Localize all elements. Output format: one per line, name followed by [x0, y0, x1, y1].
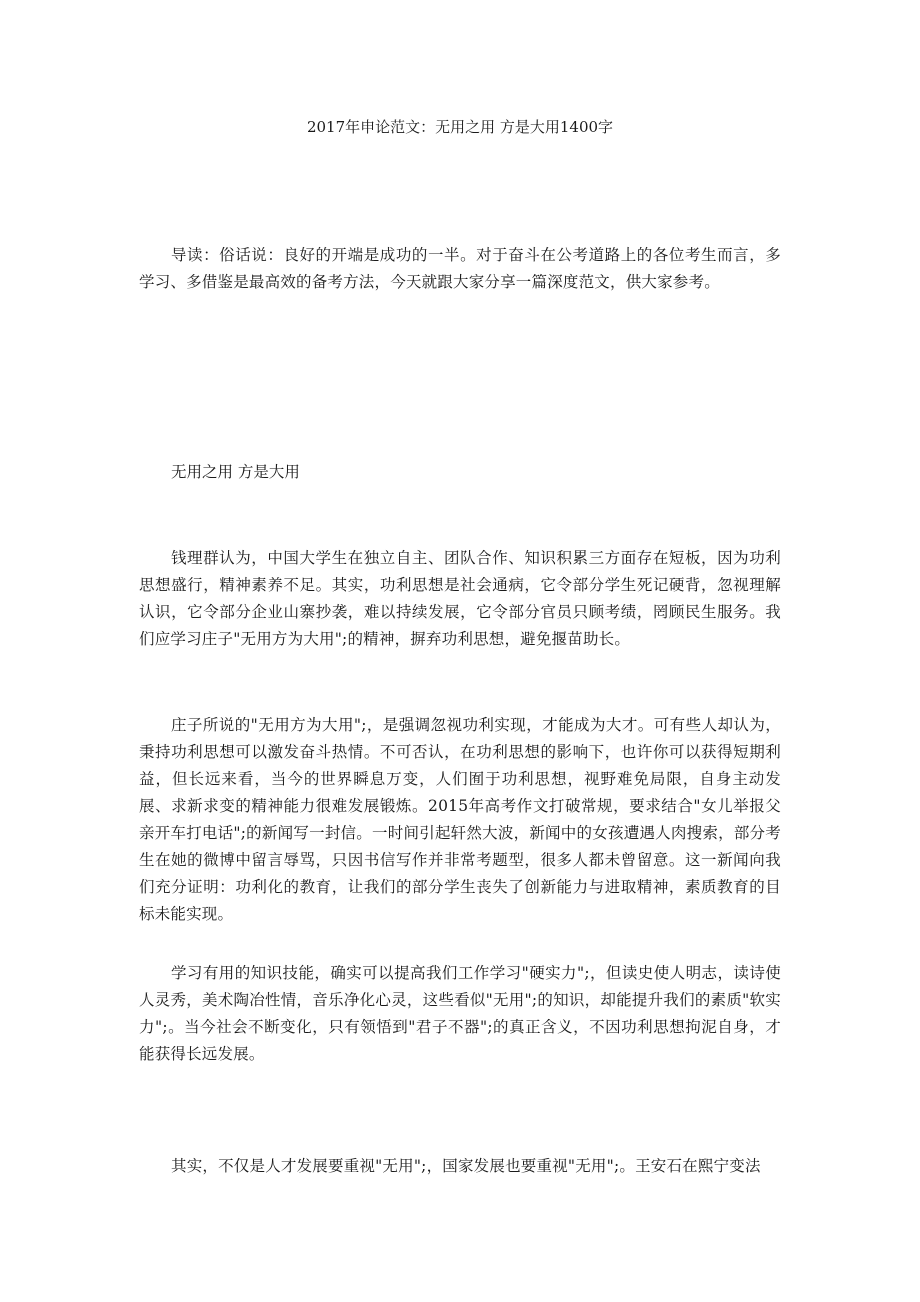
- body-paragraph-4: 其实，不仅是人才发展要重视"无用";，国家发展也要重视"无用";。王安石在熙宁变法: [171, 1157, 761, 1175]
- essay-heading: 无用之用 方是大用: [171, 463, 300, 481]
- body-paragraph-2: 庄子所说的"无用方为大用";，是强调忽视功利实现，才能成为大才。可有些人却认为，秉持功利思想可以激发奋斗热情。不可否认，在功利思想的影响下，也许你可以获得短期利益，但长远来看，当今的世界瞬息万变，人们囿于功利思想，视野难免局限，自身主动发展、求新求变的精神能力很难发展锻炼。2015年高考作文打破常规，要求结合"女儿举报父亲开车打电话";的新闻写一封信。一时间引起轩然大波，新闻中的女孩遭遇人肉搜索，部分考生在她的微博中留言辱骂，只因书信写作并非常考题型，很多人都未曾留意。这一新闻向我们充分证明：功利化的教育，让我们的部分学生丧失了创新能力与进取精神，素质教育的目标未能实现。: [139, 716, 781, 923]
- body-paragraph-3: 学习有用的知识技能，确实可以提高我们工作学习"硬实力";，但读史使人明志，读诗使人灵秀，美术陶冶性情，音乐净化心灵，这些看似"无用";的知识，却能提升我们的素质"软实力";。当今社会不断变化，只有领悟到"君子不器";的真正含义，不因功利思想拘泥自身，才能获得长远发展。: [139, 964, 781, 1063]
- document-title: 2017年申论范文：无用之用 方是大用1400字: [306, 118, 614, 136]
- intro-paragraph: 导读：俗话说：良好的开端是成功的一半。对于奋斗在公考道路上的各位考生而言，多学习、多借鉴是最高效的备考方法，今天就跟大家分享一篇深度范文，供大家参考。: [139, 246, 781, 291]
- body-paragraph-1: 钱理群认为，中国大学生在独立自主、团队合作、知识积累三方面存在短板，因为功利思想盛行，精神素养不足。其实，功利思想是社会通病，它令部分学生死记硬背，忽视理解认识，它令部分企业山寨抄袭，难以持续发展，它令部分官员只顾考绩，罔顾民生服务。我们应学习庄子"无用方为大用";的精神，摒弃功利思想，避免揠苗助长。: [139, 549, 781, 648]
